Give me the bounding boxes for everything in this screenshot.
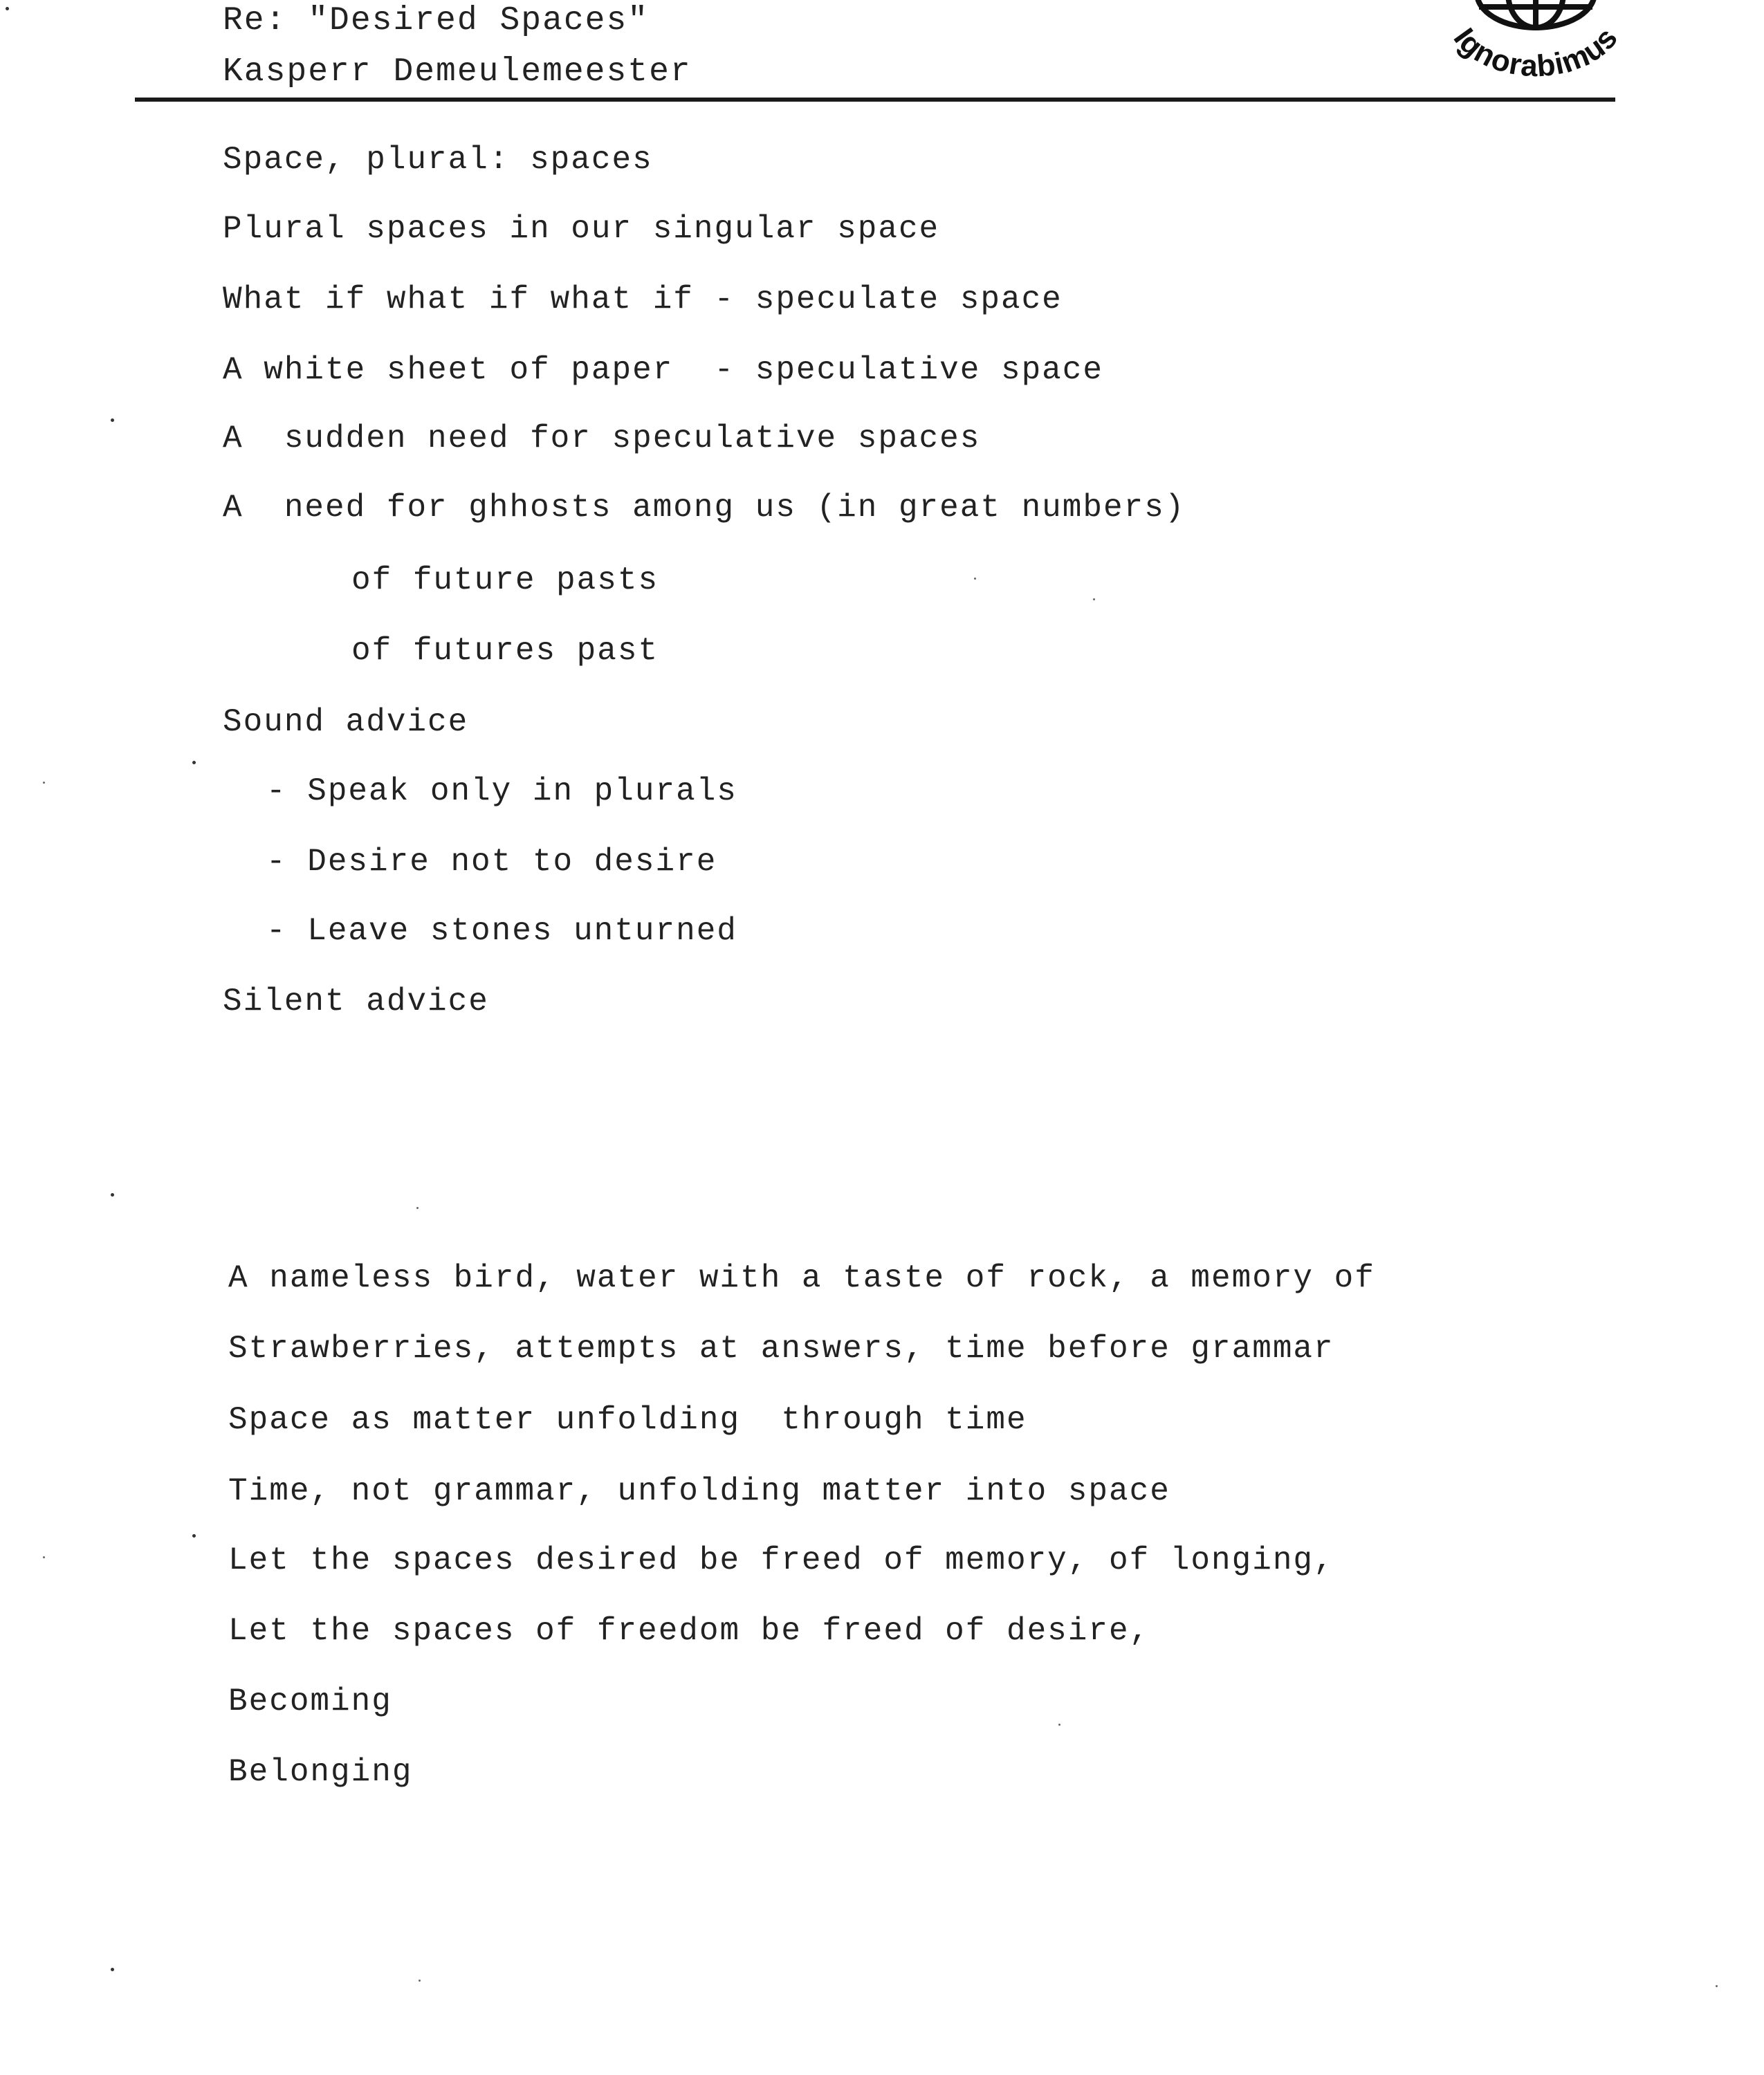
poem-line: What if what if what if - speculate space xyxy=(223,282,1063,317)
poem-line: Silent advice xyxy=(223,984,489,1020)
poem-line: Time, not grammar, unfolding matter into space xyxy=(228,1473,1170,1509)
scan-speck xyxy=(43,1556,45,1558)
scan-speck xyxy=(192,761,196,764)
scan-speck xyxy=(1093,598,1095,600)
poem-line: A need for ghhosts among us (in great numbers) xyxy=(223,490,1186,526)
scan-speck xyxy=(6,7,9,10)
scan-speck xyxy=(1716,1985,1718,1987)
ignorabimus-logo xyxy=(1432,0,1639,83)
scan-speck xyxy=(43,782,45,784)
poem-line: A nameless bird, water with a taste of rock, a memory of xyxy=(228,1260,1375,1296)
poem-line: A white sheet of paper - speculative space xyxy=(223,352,1103,388)
header-rule xyxy=(135,98,1615,102)
poem-line-indented: of future pasts xyxy=(351,562,659,598)
scan-speck xyxy=(416,1207,419,1209)
scan-speck xyxy=(974,578,976,580)
header-subject: Re: "Desired Spaces" xyxy=(223,2,650,39)
logo-text: Ignorabimus xyxy=(1446,21,1625,83)
poem-line: A sudden need for speculative spaces xyxy=(223,421,981,456)
scan-speck xyxy=(111,1968,114,1971)
scan-speck xyxy=(111,1193,114,1197)
advice-item: - Leave stones unturned xyxy=(266,913,737,949)
advice-item: - Desire not to desire xyxy=(266,844,717,880)
header-author: Kasperr Demeulemeester xyxy=(223,53,692,91)
poem-line: Let the spaces of freedom be freed of desire, xyxy=(228,1613,1150,1649)
poem-line: Belonging xyxy=(228,1754,413,1790)
poem-line: Plural spaces in our singular space xyxy=(223,211,940,247)
scan-speck xyxy=(192,1534,196,1538)
scan-speck xyxy=(419,1980,421,1982)
scan-speck xyxy=(1058,1724,1060,1726)
poem-line-indented: of futures past xyxy=(351,633,659,669)
poem-line: Space, plural: spaces xyxy=(223,142,653,178)
poem-line: Becoming xyxy=(228,1684,392,1719)
poem-line: Strawberries, attempts at answers, time before grammar xyxy=(228,1331,1334,1367)
advice-item: - Speak only in plurals xyxy=(266,773,737,809)
poem-line: Sound advice xyxy=(223,704,469,740)
poem-line: Let the spaces desired be freed of memory, of longing, xyxy=(228,1542,1334,1578)
poem-line: Space as matter unfolding through time xyxy=(228,1402,1027,1438)
scan-speck xyxy=(111,418,114,422)
globe-icon xyxy=(1477,0,1595,28)
